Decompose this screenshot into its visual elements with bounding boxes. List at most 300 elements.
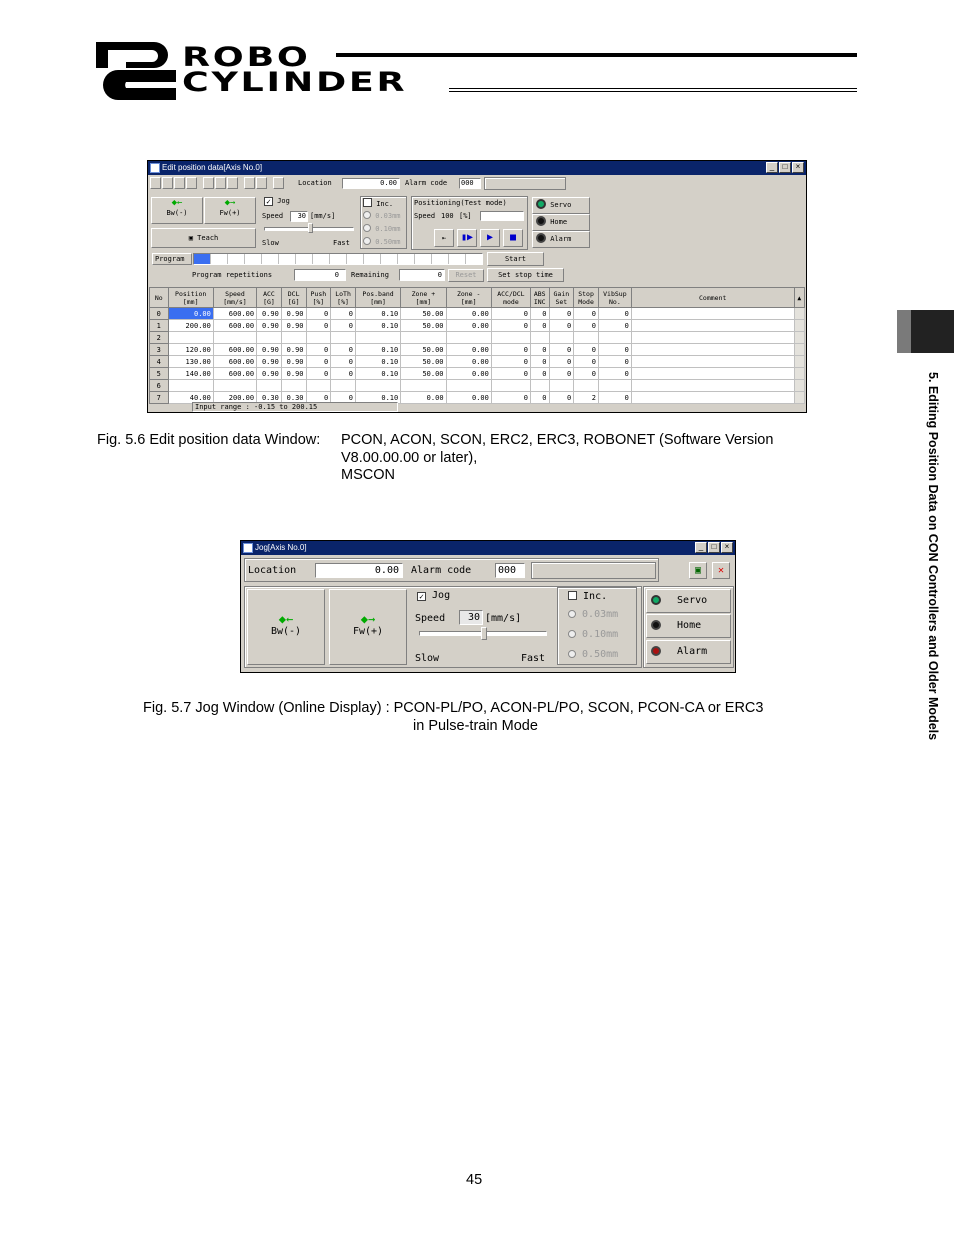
table-cell[interactable]: 0 (530, 356, 549, 368)
table-cell[interactable] (355, 332, 400, 344)
jog-maximize-icon[interactable]: □ (708, 542, 720, 553)
stop-icon: ■ (509, 232, 517, 243)
column-header[interactable]: ABS INC (530, 288, 549, 308)
table-cell[interactable]: 0 (306, 356, 331, 368)
table-cell[interactable] (631, 332, 794, 344)
monitor-icon: ▣ (694, 565, 702, 576)
jog-home-led-icon (651, 620, 661, 630)
table-cell[interactable]: 0 (574, 344, 599, 356)
jog-alarm-code-field: 000 (495, 563, 525, 578)
table-cell[interactable]: 40.00 (168, 392, 213, 404)
left-arrow-icon: ◆← (171, 198, 183, 208)
table-cell[interactable] (530, 380, 549, 392)
positioning-speed-label: Speed (414, 212, 436, 220)
table-cell[interactable]: 200.00 (213, 392, 256, 404)
row-number[interactable]: 2 (150, 332, 169, 344)
table-cell[interactable] (631, 320, 794, 332)
window-title: Edit position data[Axis No.0] (162, 163, 263, 172)
step-back-button[interactable] (434, 229, 454, 247)
jog-alarm-button[interactable] (646, 640, 731, 664)
table-cell[interactable] (530, 332, 549, 344)
step-play-icon: ▮▶ (460, 232, 474, 243)
table-row (150, 368, 805, 380)
inc-radio-3[interactable] (363, 237, 371, 245)
table-cell[interactable] (446, 380, 491, 392)
jog-left-arrow-icon: ◆← (278, 612, 294, 626)
table-cell[interactable]: 0.00 (446, 320, 491, 332)
table-cell[interactable]: 0 (331, 308, 356, 320)
table-cell[interactable]: 0 (598, 320, 631, 332)
positioning-test-label: Positioning(Test mode) (414, 199, 507, 207)
teach-button[interactable] (151, 228, 256, 248)
scrollbar-track[interactable] (794, 344, 804, 356)
table-cell[interactable]: 0 (306, 308, 331, 320)
edit-position-data-window (147, 160, 807, 413)
table-cell[interactable]: 0 (530, 320, 549, 332)
table-cell[interactable] (401, 332, 446, 344)
edit-icon[interactable] (174, 177, 185, 189)
start-label: Start (504, 255, 527, 263)
scrollbar-track[interactable] (794, 368, 804, 380)
jog-backward-label: Bw(-) (270, 626, 302, 637)
minimize-icon[interactable]: _ (766, 162, 778, 173)
inc-label: Inc. (376, 200, 394, 208)
fig57-caption-line2: in Pulse-train Mode (413, 718, 538, 734)
fig57-caption-line1: Fig. 5.7 Jog Window (Online Display) : PCON-PL/PO, ACON-PL/PO, SCON, PCON-CA or ERC3 (143, 700, 764, 716)
transfer-icon[interactable] (273, 177, 284, 189)
inc-radio-1[interactable] (363, 211, 371, 219)
table-cell[interactable]: 0 (574, 308, 599, 320)
jog-inc-option-3: 0.50mm (582, 649, 619, 660)
table-cell[interactable] (631, 356, 794, 368)
table-cell[interactable]: 0 (549, 344, 574, 356)
jog-minimize-icon[interactable]: _ (695, 542, 707, 553)
inc-option-1: 0.03mm (375, 212, 401, 220)
table-cell[interactable] (168, 332, 213, 344)
column-header[interactable]: DCL [G] (281, 288, 306, 308)
table-cell[interactable]: 50.00 (401, 320, 446, 332)
jog-fast-label: Fast (521, 653, 546, 664)
table-cell[interactable] (491, 332, 530, 344)
location-field: 0.00 (342, 178, 400, 189)
column-header[interactable]: Position [mm] (168, 288, 213, 308)
table-cell[interactable]: 600.00 (213, 308, 256, 320)
jog-speed-field[interactable]: 30 (459, 610, 483, 625)
column-header[interactable]: Comment (631, 288, 794, 308)
jog-label: Jog (277, 197, 290, 205)
red-x-icon: ✕ (717, 565, 725, 576)
table-cell[interactable]: 0.90 (281, 320, 306, 332)
table-cell[interactable] (331, 380, 356, 392)
reset-button[interactable] (448, 269, 484, 282)
table-cell[interactable]: 0 (598, 392, 631, 404)
table-cell[interactable]: 0.00 (446, 308, 491, 320)
jog-home-button[interactable] (646, 614, 731, 638)
alarm-label: Alarm (550, 235, 572, 243)
grid-icon[interactable] (244, 177, 255, 189)
table-cell[interactable]: 0.90 (281, 308, 306, 320)
scrollbar-track[interactable] (794, 308, 804, 320)
jog-servo-button[interactable] (646, 589, 731, 613)
jog-inc-radio-1[interactable] (568, 610, 576, 618)
window-titlebar (148, 161, 806, 175)
table-cell[interactable]: 0 (598, 368, 631, 380)
table-cell[interactable]: 0 (598, 308, 631, 320)
column-header[interactable]: No (150, 288, 169, 308)
column-header[interactable]: Speed [mm/s] (213, 288, 256, 308)
table-cell[interactable]: 0.90 (257, 320, 282, 332)
table-cell[interactable]: 0 (306, 392, 331, 404)
row-number[interactable]: 7 (150, 392, 169, 404)
scrollbar-track[interactable] (794, 320, 804, 332)
table-row (150, 320, 805, 332)
table-cell[interactable] (631, 368, 794, 380)
table-icon[interactable] (256, 177, 267, 189)
table-row (150, 308, 805, 320)
row-number[interactable]: 6 (150, 380, 169, 392)
table-cell[interactable]: 0.10 (355, 368, 400, 380)
scrollbar-track[interactable] (794, 380, 804, 392)
header-rule-bottom (449, 88, 857, 92)
table-cell[interactable]: 0.90 (281, 344, 306, 356)
table-cell[interactable] (549, 332, 574, 344)
print-icon[interactable] (186, 177, 197, 189)
remaining-field: 0 (399, 269, 445, 281)
jog-app-icon (243, 543, 253, 553)
scrollbar-track[interactable] (794, 392, 804, 404)
table-cell[interactable]: 0.90 (257, 308, 282, 320)
row-number[interactable]: 0 (150, 308, 169, 320)
alarm-button[interactable] (532, 231, 590, 248)
inc-group (360, 196, 407, 249)
servo-button[interactable] (532, 197, 590, 214)
column-header[interactable]: Pos.band [mm] (355, 288, 400, 308)
table-cell[interactable]: 0.00 (446, 344, 491, 356)
alarm-code-label: Alarm code (405, 179, 448, 187)
column-header[interactable]: Stop Mode (574, 288, 599, 308)
column-header[interactable]: VibSup No. (598, 288, 631, 308)
table-cell[interactable]: 0.00 (401, 392, 446, 404)
row-number[interactable]: 5 (150, 368, 169, 380)
table-cell[interactable] (213, 380, 256, 392)
table-cell[interactable]: 0 (491, 344, 530, 356)
jog-inc-group (557, 587, 637, 665)
jog-forward-button[interactable] (329, 589, 407, 665)
table-cell[interactable]: 0 (491, 368, 530, 380)
table-cell[interactable] (631, 344, 794, 356)
save-icon[interactable] (150, 177, 161, 189)
table-cell[interactable]: 0 (530, 344, 549, 356)
toolbar (150, 177, 290, 191)
table-cell[interactable] (281, 380, 306, 392)
fig56-caption-line1: PCON, ACON, SCON, ERC2, ERC3, ROBONET (Software Version (341, 432, 774, 448)
table-cell[interactable]: 0 (530, 308, 549, 320)
table-cell[interactable] (331, 332, 356, 344)
table-cell[interactable]: 0 (549, 356, 574, 368)
table-cell[interactable]: 0.90 (257, 356, 282, 368)
jog-status-bar (244, 558, 659, 582)
table-cell[interactable] (306, 380, 331, 392)
logo-line-2: CYLINDER (182, 67, 408, 98)
close-icon[interactable]: × (792, 162, 804, 173)
speed-unit: [mm/s] (310, 212, 336, 220)
table-cell[interactable]: 0.00 (446, 368, 491, 380)
table-cell[interactable] (631, 380, 794, 392)
table-cell[interactable]: 0 (574, 320, 599, 332)
jog-checkbox[interactable]: ✓ (264, 197, 273, 206)
table-cell[interactable]: 0 (331, 320, 356, 332)
table-body (150, 308, 805, 404)
program-button[interactable] (152, 253, 192, 265)
table-cell[interactable] (491, 380, 530, 392)
table-cell[interactable]: 0 (549, 308, 574, 320)
copy-icon[interactable] (215, 177, 226, 189)
servo-led-icon (536, 199, 546, 209)
logo-line-1: ROBO (182, 42, 311, 73)
table-cell[interactable]: 0.10 (355, 392, 400, 404)
table-cell[interactable]: 600.00 (213, 320, 256, 332)
table-cell[interactable] (281, 332, 306, 344)
row-number[interactable]: 1 (150, 320, 169, 332)
column-header[interactable]: LoTh [%] (331, 288, 356, 308)
table-cell[interactable] (257, 380, 282, 392)
column-header[interactable]: ACC/DCL mode (491, 288, 530, 308)
program-repetitions-label: Program repetitions (192, 271, 273, 279)
paste-icon[interactable] (227, 177, 238, 189)
column-header[interactable]: Gain Set (549, 288, 574, 308)
table-cell[interactable]: 50.00 (401, 344, 446, 356)
jog-slow-label: Slow (415, 653, 440, 664)
jog-alarm-label: Alarm (677, 646, 708, 657)
positioning-speed-slider[interactable] (480, 211, 524, 221)
table-cell[interactable]: 120.00 (168, 344, 213, 356)
page-number: 45 (466, 1172, 483, 1188)
table-header-row (150, 288, 805, 308)
table-cell[interactable] (213, 332, 256, 344)
table-cell[interactable]: 0 (574, 356, 599, 368)
jog-forward-label: Fw(+) (352, 626, 384, 637)
table-cell[interactable]: 0 (598, 356, 631, 368)
table-cell[interactable]: 0 (549, 392, 574, 404)
reset-label: Reset (455, 271, 477, 279)
table-cell[interactable] (574, 332, 599, 344)
jog-status-box (531, 562, 656, 579)
table-cell[interactable]: 0 (306, 320, 331, 332)
set-stop-time-button[interactable] (487, 268, 564, 282)
table-cell[interactable]: 0 (530, 392, 549, 404)
slow-label: Slow (262, 239, 279, 247)
table-cell[interactable]: 600.00 (213, 356, 256, 368)
fig56-caption-line3: MSCON (341, 467, 395, 483)
table-cell[interactable]: 0 (306, 368, 331, 380)
monitor-button[interactable] (689, 562, 707, 579)
chapter-side-title: 5. Editing Position Data on CON Controllers and Older Models (926, 372, 940, 741)
scrollbar-track[interactable] (794, 356, 804, 368)
table-cell[interactable]: 0.90 (257, 344, 282, 356)
positioning-speed-value[interactable]: 100 (441, 212, 454, 220)
jog-speed-slider-thumb[interactable] (481, 627, 487, 640)
speed-field[interactable]: 30 (290, 211, 308, 222)
jog-window-jog-checkbox[interactable]: ✓ (417, 592, 426, 601)
table-cell[interactable]: 0 (331, 368, 356, 380)
column-header[interactable]: ACC [G] (257, 288, 282, 308)
table-cell[interactable] (598, 332, 631, 344)
jog-close-icon[interactable]: × (721, 542, 733, 553)
alarm-led-icon (536, 233, 546, 243)
table-row (150, 332, 805, 344)
table-cell[interactable]: 600.00 (213, 368, 256, 380)
robo-cylinder-logo (96, 42, 441, 102)
jog-window-titlebar (241, 541, 735, 555)
forward-jog-button[interactable] (204, 197, 256, 224)
table-cell[interactable]: 0 (574, 368, 599, 380)
input-range-status: Input range : -0.15 to 200.15 (192, 402, 398, 412)
table-cell[interactable]: 0.00 (446, 392, 491, 404)
app-icon (150, 163, 160, 173)
scrollbar-track[interactable] (794, 332, 804, 344)
table-cell[interactable]: 0.00 (446, 356, 491, 368)
table-cell[interactable]: 0 (491, 320, 530, 332)
status-box (484, 177, 566, 190)
jog-speed-group (413, 587, 553, 667)
positioning-test-group (411, 196, 528, 250)
position-data-table (149, 287, 805, 404)
table-row (150, 380, 805, 392)
table-cell[interactable]: 0.10 (355, 320, 400, 332)
column-header[interactable]: Zone - [mm] (446, 288, 491, 308)
table-cell[interactable]: 50.00 (401, 368, 446, 380)
jog-inc-radio-2[interactable] (568, 630, 576, 638)
table-cell[interactable]: 0.90 (281, 368, 306, 380)
inc-radio-2[interactable] (363, 224, 371, 232)
row-number[interactable]: 4 (150, 356, 169, 368)
start-button[interactable] (487, 252, 544, 266)
table-cell[interactable]: 0.90 (281, 356, 306, 368)
table-cell[interactable]: 2 (574, 392, 599, 404)
table-cell[interactable]: 130.00 (168, 356, 213, 368)
maximize-icon[interactable]: □ (779, 162, 791, 173)
table-cell[interactable]: 0 (598, 344, 631, 356)
jog-speed-unit: [mm/s] (485, 613, 522, 624)
stop-button[interactable] (503, 229, 523, 247)
table-cell[interactable]: 0 (549, 320, 574, 332)
table-cell[interactable] (306, 332, 331, 344)
cut-icon[interactable] (203, 177, 214, 189)
alarm-code-field: 000 (459, 178, 481, 189)
table-cell[interactable]: 0.90 (257, 368, 282, 380)
jog-window-jog-label: Jog (432, 590, 451, 601)
table-cell[interactable] (168, 380, 213, 392)
jog-right-arrow-icon: ◆→ (360, 612, 376, 626)
table-cell[interactable]: 0 (306, 344, 331, 356)
teach-icon: ▣ (188, 234, 193, 242)
program-label: Program (155, 255, 185, 263)
jog-servo-label: Servo (677, 595, 708, 606)
table-cell[interactable] (598, 380, 631, 392)
table-cell[interactable]: 0 (491, 392, 530, 404)
table-row (150, 344, 805, 356)
backward-jog-label: Bw(-) (166, 209, 188, 217)
jog-inc-radio-3[interactable] (568, 650, 576, 658)
column-header[interactable]: Zone + [mm] (401, 288, 446, 308)
jog-backward-button[interactable] (247, 589, 325, 665)
chapter-tab-block (897, 310, 954, 353)
table-cell[interactable]: 0.10 (355, 356, 400, 368)
step-play-button[interactable] (457, 229, 477, 247)
jog-inc-checkbox[interactable] (568, 591, 577, 600)
positioning-speed-unit: [%] (459, 212, 472, 220)
inc-checkbox[interactable] (363, 198, 372, 207)
table-cell[interactable]: 0 (549, 368, 574, 380)
forward-jog-label: Fw(+) (219, 209, 241, 217)
speed-slider-thumb[interactable] (308, 223, 313, 233)
table-cell[interactable]: 50.00 (401, 308, 446, 320)
table-cell[interactable]: 0 (331, 392, 356, 404)
column-header[interactable]: Push [%] (306, 288, 331, 308)
set-stop-time-label: Set stop time (498, 271, 553, 279)
jog-window-title: Jog[Axis No.0] (255, 543, 307, 552)
row-number[interactable]: 3 (150, 344, 169, 356)
header-rule-top (336, 53, 857, 57)
backward-jog-button[interactable] (151, 197, 203, 224)
inc-option-2: 0.10mm (375, 225, 401, 233)
table-cell[interactable]: 0 (491, 356, 530, 368)
jog-group (262, 197, 358, 249)
table-cell[interactable]: 140.00 (168, 368, 213, 380)
table-cell[interactable] (401, 380, 446, 392)
table-cell[interactable]: 0.30 (257, 392, 282, 404)
program-repetitions-field[interactable]: 0 (294, 269, 346, 281)
table-cell[interactable]: 600.00 (213, 344, 256, 356)
table-cell[interactable]: 50.00 (401, 356, 446, 368)
remaining-label: Remaining (351, 271, 389, 279)
program-progress (193, 253, 483, 265)
home-button[interactable] (532, 214, 590, 231)
play-icon: ▶ (486, 232, 494, 243)
open-icon[interactable] (162, 177, 173, 189)
table-row (150, 356, 805, 368)
step-icon: ⇤ (441, 234, 447, 242)
table-cell[interactable]: 200.00 (168, 320, 213, 332)
scroll-up-icon[interactable]: ▲ (794, 288, 804, 308)
table-cell[interactable]: 0 (331, 344, 356, 356)
table-cell[interactable]: 0.30 (281, 392, 306, 404)
table-cell[interactable] (446, 332, 491, 344)
fig56-caption-line2: V8.00.00.00 or later), (341, 450, 478, 466)
teach-label: Teach (197, 234, 219, 242)
inc-option-3: 0.50mm (375, 238, 401, 246)
table-cell[interactable] (257, 332, 282, 344)
jog-location-field: 0.00 (315, 563, 403, 578)
table-cell[interactable]: 0 (491, 308, 530, 320)
table-cell[interactable] (355, 380, 400, 392)
play-button[interactable] (480, 229, 500, 247)
table-cell[interactable]: 0 (530, 368, 549, 380)
table-cell[interactable] (631, 392, 794, 404)
jog-servo-led-icon (651, 595, 661, 605)
jog-alarm-code-label: Alarm code (411, 565, 472, 576)
jog-alarm-led-icon (651, 646, 661, 656)
close-jog-button[interactable] (712, 562, 730, 579)
table-cell[interactable] (631, 308, 794, 320)
table-cell[interactable]: 0 (331, 356, 356, 368)
table-cell[interactable] (549, 380, 574, 392)
jog-home-label: Home (677, 620, 702, 631)
table-cell[interactable] (574, 380, 599, 392)
table-cell[interactable]: 0.10 (355, 308, 400, 320)
table-cell[interactable]: 0.10 (355, 344, 400, 356)
table-cell[interactable]: 0.00 (168, 308, 213, 320)
